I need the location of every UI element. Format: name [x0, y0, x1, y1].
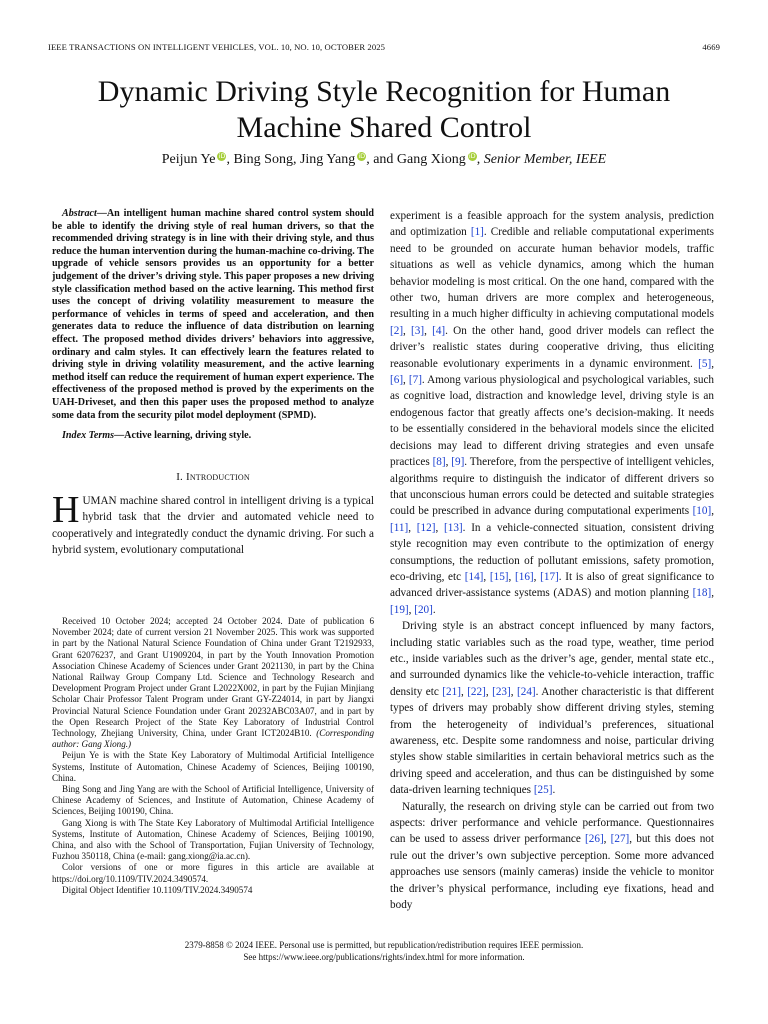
abstract-label: Abstract [62, 208, 97, 219]
index-terms-label: Index Terms [62, 430, 115, 442]
citation-link[interactable]: [13] [444, 521, 463, 534]
footnote-received: Received 10 October 2024; accepted 24 October 2024. Date of publication 6 November 2024; date of current version 21 November 2025. This work was supported in part by the National Natural Science Foundation of China under Grant T2192933, Grant 62076237, and Grant U1909204, in part by the Youth Innovation Promotion Association Chinese Academy of Sciences under Grant 2021130, in part by the China National Railway Group Company Ltd. Science and Technology Research and Development Program Project under Grant L2022X002, in part by the Fujian Minjiang Scholar Chair Professor Talent Program under Grant GY-Z24014, in part by Jiangxi Provincial Natural Science Foundation under Grant 20232ABC03A07, and in part by the Open Research Project of the State Key Laboratory of Industrial Control Technology, Zhejiang University, China, under Grant ICT2024B10. (Corresponding author: Gang Xiong.) [52, 616, 374, 750]
citation-link[interactable]: [18] [692, 587, 712, 600]
footnote-ye: Peijun Ye is with the State Key Laboratory of Multimodal Artificial Intelligence Systems, Institute of Automation, Chinese Academy of Sciences, Beijing 100190, China. [52, 750, 374, 783]
citation-link[interactable]: [17] [540, 570, 559, 583]
citation-link[interactable]: [8] [432, 456, 446, 469]
copyright-line-1: 2379-8858 © 2024 IEEE. Personal use is permitted, but republication/redistribution requires IEEE permission. [184, 940, 584, 950]
author-list: Peijun Ye iD, Bing Song, Jing Yang iD, and Gang Xiong iD, Senior Member, IEEE [161, 152, 607, 167]
drop-cap: H [52, 488, 80, 531]
author-song-yang: , Bing Song, Jing Yang [226, 152, 356, 167]
citation-link[interactable]: [3] [411, 324, 425, 337]
index-terms-text: Active learning, driving style. [124, 430, 252, 442]
citation-link[interactable]: [7] [408, 374, 422, 387]
author-ye: Peijun Ye [161, 152, 216, 167]
page-number: 4669 [702, 42, 720, 52]
citation-link[interactable]: [20] [414, 603, 433, 616]
citation-link[interactable]: [24] [517, 685, 536, 698]
citation-link[interactable]: [21] [442, 685, 461, 698]
citation-link[interactable]: [15] [489, 570, 509, 583]
footnote-doi: Digital Object Identifier 10.1109/TIV.2024.3490574 [62, 884, 253, 895]
copyright-line-2: See https://www.ieee.org/publications/rights/index.html for more information. [243, 951, 525, 962]
abstract-text: An intelligent human machine shared control system should be able to identify the driving style of real human drivers, so that the recommended driving strategy is in line with their driving style, and thus reduce the human intervention during the human-machine co-driving. The upgrade of vehicle sensors provides us an opportunity for a better judgement of the driver’s driving style. This paper proposes a new driving style classification method based on the active learning. This method first uses the concept of driving volatility measurement to measure the performance of vehicles in terms of speed and acceleration, and then generates data to reduce the influence of data distribution on learning effect. The proposed method divides drivers’ behaviors into aggressive, ordinary and calm styles. It can effectively learn the features related to driving style in driving volatility measurement, and the active learning method itself can reduce the requirement of human expert experience. The effectiveness of the proposed method is proved by the experiments on the UAH-Driveset, and then this paper uses the proposed method to analyze some data from the security pilot model deployment (SPMD). [52, 208, 374, 421]
citation-link[interactable]: [6] [390, 374, 404, 387]
citation-link[interactable]: [19] [390, 603, 409, 616]
footnote-color: Color versions of one or more figures in this article are available at https://doi.org/10.1109/TIV.2024.3490574. [52, 862, 374, 884]
left-column [52, 208, 374, 559]
citation-link[interactable]: [27] [610, 833, 630, 846]
citation-link[interactable]: [26] [585, 833, 604, 846]
orcid-icon[interactable]: iD [218, 152, 226, 160]
footnotes [52, 616, 374, 896]
citation-link[interactable]: [5] [698, 357, 712, 370]
citation-link[interactable]: [11] [390, 521, 409, 534]
abstract: Abstract—An intelligent human machine shared control system should be able to identify the driving style of real human drivers, so that the recommended driving strategy is in line with their driving style, and thus reduce the human intervention during the human-machine co-driving. The upgrade of vehicle sensors provides us an opportunity for a better judgement of the driver’s driving style. This paper proposes a new driving style classification method based on the active learning. This method first uses the concept of driving volatility measurement to measure the performance of vehicles in terms of speed and acceleration, and then generates data to reduce the influence of data distribution on learning effect. The proposed method divides drivers’ behaviors into aggressive, ordinary and calm styles. It can effectively learn the features related to driving style in driving volatility measurement, and the active learning method itself can reduce the requirement of human expert experience. The effectiveness of the proposed method is proved by the experiments on the UAH-Driveset, and then this paper uses the proposed method to analyze some data from the security pilot model deployment (SPMD). [52, 208, 374, 421]
paper-title [0, 74, 768, 146]
index-terms: Index Terms—Active learning, driving style. [62, 430, 252, 442]
footnote-song-yang: Bing Song and Jing Yang are with the School of Artificial Intelligence, University of Chinese Academy of Sciences, and Institute of Automation, Chinese Academy of Sciences, Beijing 100190, China. [52, 784, 374, 817]
right-column [390, 208, 714, 913]
orcid-icon[interactable]: iD [358, 152, 366, 160]
copyright-footer [0, 940, 768, 963]
intro-paragraph: HUMAN machine shared control in intelligent driving is a typical hybrid task that the drvier and automated vehicle need to cooperatively and integratedly conduct the dynamic driving. For such a hybrid system, evolutionary computational [52, 488, 374, 557]
body-paragraph: Driving style is an abstract concept influenced by many factors, including static variables such as the road type, weather, time period etc., inside variables such as the driver’s age, gender, mental state etc., and surrounded dynamics like the vehicle-to-vehicle interaction, traffic density etc [21], [22], [23], [24]. Another characteristic is that different types of drivers may probably show different driving styles, steming from the heterogeneity of individual’s preferences, situational awareness, etc. Despite some randomness and noise, particular driving styles show stable similarities in certain behavioral metrics such as the driving speed and acceleration, and thus can be distinguished by some data-driven learning techniques [25]. [390, 620, 715, 797]
citation-link[interactable]: [12] [416, 521, 436, 534]
citation-link[interactable]: [23] [492, 685, 511, 698]
citation-link[interactable]: [1] [470, 226, 484, 239]
body-paragraph: experiment is a feasible approach for the system analysis, prediction and optimization [1]. Credible and reliable computational experiments need to be grounded on accurate human behavior models, traffic situations as well as vehicle dynamics, among which the human behavior modeling is most critical. On the one hand, compared with the other two, human drivers are more complex and heterogeneous, resulting in a much higher difficulty in achieving computational models [2], [3], [4]. On the other hand, good driver models can reflect the driver’s realistic states during cooperative driving, thus eliciting reasonable evolutionary experiments in a dynamic environment. [5], [6], [7]. Among various physiological and psychological variables, such as cognitive load, distraction and knowledge level, driving style is an endogenous factor that greatly affects one’s decision-making. It needs to be essentially considered in the behavioral models since the elicited decisions may lead to different driving strategies and even unsafe practices [8], [9]. Therefore, from the perspective of intelligent vehicles, algorithms require to distinguish the indicator of different drivers so that unconscious human errors could be detected and suitable strategies could be prescribed in advance during computational experiments [10], [11], [12], [13]. In a vehicle-connected situation, consistent driving style recognition may even contribute to the optimization of energy consumptions, the reduction of pollutant emissions, safety promotion, eco-driving, etc [14], [15], [16], [17]. It is also of great significance to advanced driver-assistance systems (ADAS) and motion planning [18], [19], [20]. [390, 210, 715, 616]
running-header [48, 42, 720, 52]
body-paragraph: Naturally, the research on driving style can be carried out from two aspects: driver performance and vehicle performance. Questionnaires can be used to assess driver performance [26], [27], but this does not rule out the driver’s own subjective perception. Some more advanced approaches use sensors (mainly cameras) inside the vehicle to monitor the driver’s physical performance, including eye fixations, head and body [390, 800, 715, 912]
journal-name: IEEE TRANSACTIONS ON INTELLIGENT VEHICLES, VOL. 10, NO. 10, OCTOBER 2025 [48, 42, 386, 52]
citation-link[interactable]: [2] [390, 324, 404, 337]
citation-link[interactable]: [14] [464, 570, 484, 583]
author-membership: Senior Member, IEEE [483, 152, 607, 167]
section-heading: I. Introduction [176, 470, 250, 483]
citation-link[interactable]: [25] [533, 784, 553, 797]
citation-link[interactable]: [4] [432, 324, 446, 337]
title-line-2: Machine Shared Control [236, 111, 532, 144]
citation-link[interactable]: [9] [451, 456, 465, 469]
orcid-icon[interactable]: iD [468, 152, 476, 160]
citation-link[interactable]: [16] [515, 570, 534, 583]
citation-link[interactable]: [22] [467, 685, 486, 698]
citation-link[interactable]: [10] [692, 505, 712, 518]
author-xiong: , and Gang Xiong [366, 152, 466, 167]
footnote-xiong: Gang Xiong is with The State Key Laboratory of Multimodal Artificial Intelligence Systems, Institute of Automation, Chinese Academy of Sciences, Beijing 100190, China, and also with the School of Transportation, Fujian University of Technology, Fuzhou 350118, China (e-mail: gang.xiong@ia.ac.cn). [52, 817, 374, 862]
title-line-1: Dynamic Driving Style Recognition for Human [97, 75, 671, 108]
